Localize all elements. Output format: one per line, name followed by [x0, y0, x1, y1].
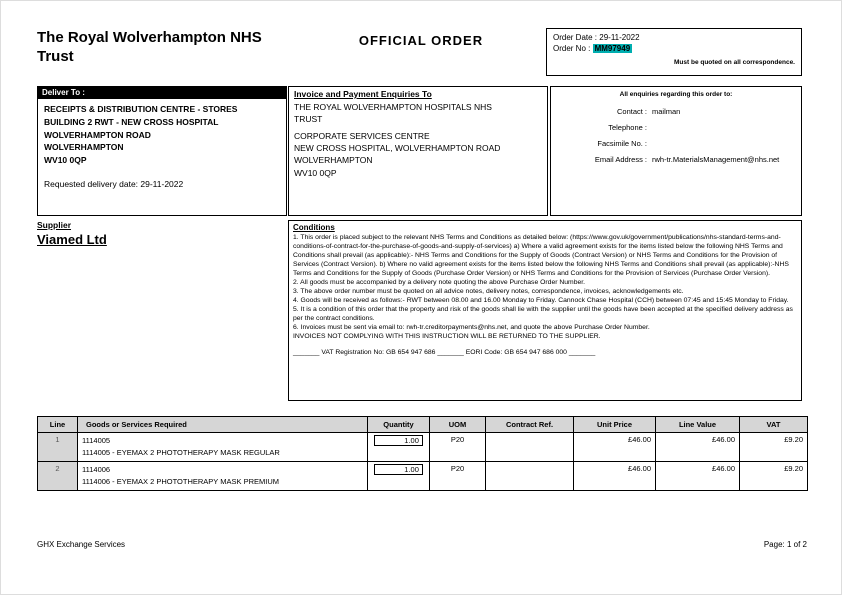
condition-paragraph: 2. All goods must be accompanied by a delivery note quoting the above Purchase Order Number.	[293, 279, 586, 287]
facsimile-label: Facsimile No. :	[597, 139, 647, 148]
order-date-label: Order Date :	[553, 33, 600, 42]
condition-paragraph: 4. Goods will be received as follows:- RWT between 08.00 and 16.00 Monday to Friday. Cannock Chase Hospital (CCH) between 07:45 and 15:45 Monday to Friday.	[293, 297, 789, 305]
line-value: £46.00	[656, 433, 740, 462]
col-header-quantity: Quantity	[368, 417, 430, 433]
telephone-value	[652, 123, 797, 132]
col-header-line: Line	[38, 417, 78, 433]
line-value: £46.00	[656, 462, 740, 491]
facsimile-row	[555, 139, 797, 148]
invoice-line: CORPORATE SERVICES CENTRE	[294, 130, 430, 141]
deliver-to-line: WV10 0QP	[44, 155, 87, 165]
vat-value: £9.20	[740, 433, 808, 462]
order-no-row	[553, 44, 795, 55]
order-date-row	[553, 33, 795, 44]
contract-ref-value	[486, 462, 574, 491]
unit-price-value: £46.00	[574, 462, 656, 491]
table-header-row	[38, 417, 808, 433]
supplier-label: Supplier	[37, 220, 72, 230]
deliver-to-header: Deliver To :	[38, 87, 286, 99]
contact-label: Contact :	[616, 107, 647, 116]
quantity-cell	[368, 462, 430, 491]
facsimile-value	[652, 139, 797, 148]
enquiries-header: All enquiries regarding this order to:	[619, 91, 733, 98]
quantity-value: 1.00	[374, 435, 423, 446]
footer-page-number: Page: 1 of 2	[763, 540, 807, 549]
quantity-cell	[368, 433, 430, 462]
invoice-line: WOLVERHAMPTON	[294, 155, 373, 166]
col-header-vat: VAT	[740, 417, 808, 433]
invoice-enquiries-box	[288, 86, 548, 216]
email-label: Email Address :	[594, 155, 647, 164]
condition-paragraph: 6. Invoices must be sent via email to: rwh-tr.creditorpayments@nhs.net, and quote the above Purchase Order Number.	[293, 324, 650, 332]
order-quote-note: Must be quoted on all correspondence.	[674, 58, 795, 66]
condition-paragraph: INVOICES NOT COMPLYING WITH THIS INSTRUCTION WILL BE RETURNED TO THE SUPPLIER.	[293, 333, 601, 341]
condition-paragraph: 5. It is a condition of this order that the property and risk of the goods shall lie with the supplier until the goods have been accepted at the specified delivery address as per the contract conditions.	[293, 306, 793, 323]
telephone-label: Telephone :	[608, 123, 647, 132]
supplier-name: Viamed Ltd	[37, 232, 107, 247]
table-row	[38, 433, 808, 462]
email-row	[555, 155, 797, 164]
table-row	[38, 462, 808, 491]
goods-description-cell	[78, 433, 368, 462]
invoice-line: THE ROYAL WOLVERHAMPTON HOSPITALS NHS TRUST	[294, 102, 492, 125]
invoice-address	[294, 101, 512, 179]
document-title: OFFICIAL ORDER	[358, 33, 484, 48]
contract-ref-value	[486, 433, 574, 462]
col-header-goods: Goods or Services Required	[78, 417, 368, 433]
col-header-uom: UOM	[430, 417, 486, 433]
order-no-value: MM97949	[594, 43, 631, 53]
quantity-value: 1.00	[374, 464, 423, 475]
telephone-row	[555, 123, 797, 132]
page-footer	[37, 540, 807, 549]
condition-paragraph: 1. This order is placed subject to the relevant NHS Terms and Conditions as detailed below: (https://www.gov.uk/government/publications/nhs-standard-terms-and-conditions-of-contract-for-the-purchase-of-goods-and-supply-of-services) a) Where a valid agreement exists for the items listed below the following NHS Terms and Conditions shall prevail (as applicable):- NHS Terms and Conditions for the Supply of Goods (Contract Version) or NHS Terms and Conditions for the Provision of Services (Contract Version). b) Where no valid agreement exists for the items listed below the following NHS Terms and Conditions shall prevail (as applicable):-NHS Terms and Conditions for the Supply of Goods (Purchase Order Version) or NHS Terms and Conditions for the Provision of Services (Purchase Order Version).	[293, 234, 789, 278]
email-value: rwh-tr.MaterialsManagement@nhs.net	[652, 155, 780, 164]
invoice-line: WV10 0QP	[294, 167, 337, 178]
item-description: 1114005 - EYEMAX 2 PHOTOTHERAPY MASK REGULAR	[82, 448, 280, 457]
order-info-box	[546, 28, 802, 76]
enquiries-contact-box	[550, 86, 802, 216]
line-number: 1	[38, 433, 78, 462]
conditions-box	[288, 220, 802, 401]
order-lines-table	[37, 416, 808, 491]
invoice-line: NEW CROSS HOSPITAL, WOLVERHAMPTON ROAD	[294, 142, 501, 153]
order-no-label: Order No :	[553, 43, 593, 53]
trust-name: The Royal Wolverhampton NHS Trust	[37, 29, 262, 65]
deliver-to-line: WOLVERHAMPTON ROAD	[44, 129, 151, 140]
deliver-to-line: RECEIPTS & DISTRIBUTION CENTRE - STORES	[44, 104, 238, 114]
item-description: 1114006 - EYEMAX 2 PHOTOTHERAPY MASK PREMIUM	[82, 477, 280, 486]
vat-value: £9.20	[740, 462, 808, 491]
vat-registration-line: _______ VAT Registration No: GB 654 947 686 _______ EORI Code: GB 654 947 686 000 _______	[293, 349, 596, 357]
conditions-header: Conditions	[293, 223, 335, 232]
contact-row	[555, 107, 797, 116]
uom-value: P20	[430, 462, 486, 491]
uom-value: P20	[430, 433, 486, 462]
line-number: 2	[38, 462, 78, 491]
col-header-unit-price: Unit Price	[574, 417, 656, 433]
contact-value: mailman	[652, 107, 681, 116]
condition-paragraph: 3. The above order number must be quoted on all advice notes, delivery notes, correspondence, invoices, acknowledgements etc.	[293, 288, 684, 296]
deliver-to-line: WOLVERHAMPTON	[44, 142, 124, 153]
item-code: 1114005	[82, 436, 111, 445]
requested-delivery-date: Requested delivery date: 29-11-2022	[44, 178, 184, 189]
order-date-value: 29-11-2022	[599, 33, 640, 42]
deliver-to-line: BUILDING 2 RWT - NEW CROSS HOSPITAL	[44, 116, 219, 127]
unit-price-value: £46.00	[574, 433, 656, 462]
col-header-contract-ref: Contract Ref.	[486, 417, 574, 433]
deliver-to-box	[37, 86, 287, 216]
col-header-line-value: Line Value	[656, 417, 740, 433]
deliver-to-address	[38, 99, 286, 195]
footer-service-name: GHX Exchange Services	[37, 540, 126, 549]
invoice-enquiries-header: Invoice and Payment Enquiries To	[294, 89, 432, 99]
goods-description-cell	[78, 462, 368, 491]
item-code: 1114006	[82, 465, 111, 474]
